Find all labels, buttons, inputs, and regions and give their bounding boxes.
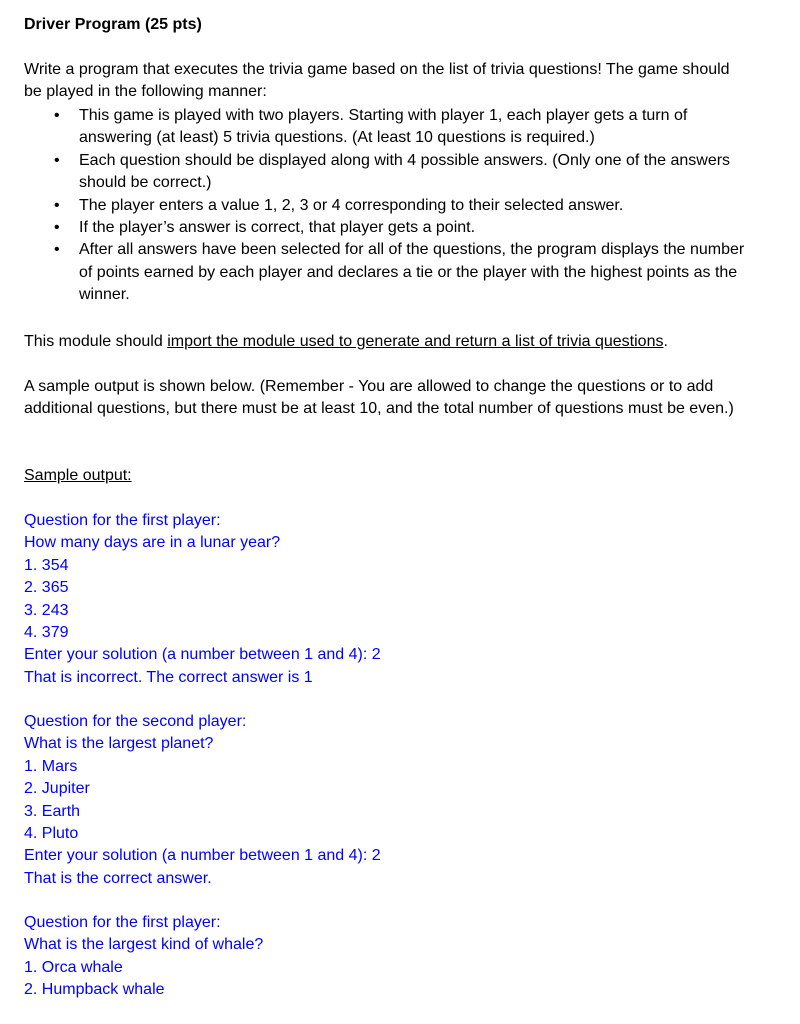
sample-option: 1. Mars [24,757,78,775]
sample-option: 3. 243 [24,601,69,619]
page-title: Driver Program (25 pts) [24,16,202,33]
sample-output-block-3 [24,912,263,1002]
sample-question-text: What is the largest kind of whale? [24,936,264,954]
sample-option: 2. 365 [24,579,69,597]
list-item [24,195,754,217]
bullet-icon: • [54,151,60,169]
sample-question-text: How many days are in a lunar year? [24,534,281,552]
sample-option: 4. Pluto [24,825,79,843]
sample-output-block-1 [24,510,381,689]
sample-option: 2. Humpback whale [24,981,165,999]
sample-output-block-2 [24,711,381,890]
list-item [24,105,754,150]
list-item-text: The player enters a value 1, 2, 3 or 4 corresponding to their selected answer. [79,196,624,214]
sample-question-header: Question for the first player: [24,914,221,931]
list-item [24,217,754,239]
sample-option: 2. Jupiter [24,780,90,798]
module-note-prefix: This module should [24,333,168,350]
sample-result: That is the correct answer. [24,869,212,887]
list-item-text: If the player’s answer is correct, that player gets a point. [79,219,476,237]
sample-option: 1. 354 [24,556,69,574]
sample-prompt: Enter your solution (a number between 1 and 4): 2 [24,847,381,865]
module-note [24,331,754,353]
sample-question-header: Question for the first player: [24,512,221,529]
bullet-icon: • [54,196,60,214]
list-item-text: After all answers have been selected for all of the questions, the program displays the number of points earned by each player and declares a tie or the player with the highest points as the winner. [79,241,745,304]
bullet-icon: • [54,241,60,259]
sample-intro-paragraph: A sample output is shown below. (Remember - You are allowed to change the questions or to add additional questions, but there must be at least 10, and the total number of questions must be even.) [24,378,734,418]
sample-question-text: What is the largest planet? [24,735,214,753]
list-item-text: Each question should be displayed along with 4 possible answers. (Only one of the answers should be correct.) [79,151,731,192]
sample-prompt: Enter your solution (a number between 1 and 4): 2 [24,646,381,664]
module-note-emphasis: import the module used to generate and return a list of trivia questions [167,333,664,350]
bullet-icon: • [54,107,60,124]
rules-list [24,105,754,307]
sample-output-label: Sample output: [24,467,132,484]
sample-question-header: Question for the second player: [24,713,247,730]
module-note-suffix: . [663,333,668,350]
bullet-icon: • [54,219,60,237]
sample-option: 4. 379 [24,624,69,642]
list-item [24,150,754,195]
intro-paragraph: Write a program that executes the trivia game based on the list of trivia questions! The game should be played in the following manner: [24,61,730,101]
sample-option: 3. Earth [24,802,81,820]
sample-option: 1. Orca whale [24,958,123,976]
list-item-text: This game is played with two players. Starting with player 1, each player gets a turn of answering (at least) 5 trivia questions. (At least 10 questions is required.) [79,107,688,147]
sample-result: That is incorrect. The correct answer is 1 [24,668,313,686]
list-item [24,239,754,306]
